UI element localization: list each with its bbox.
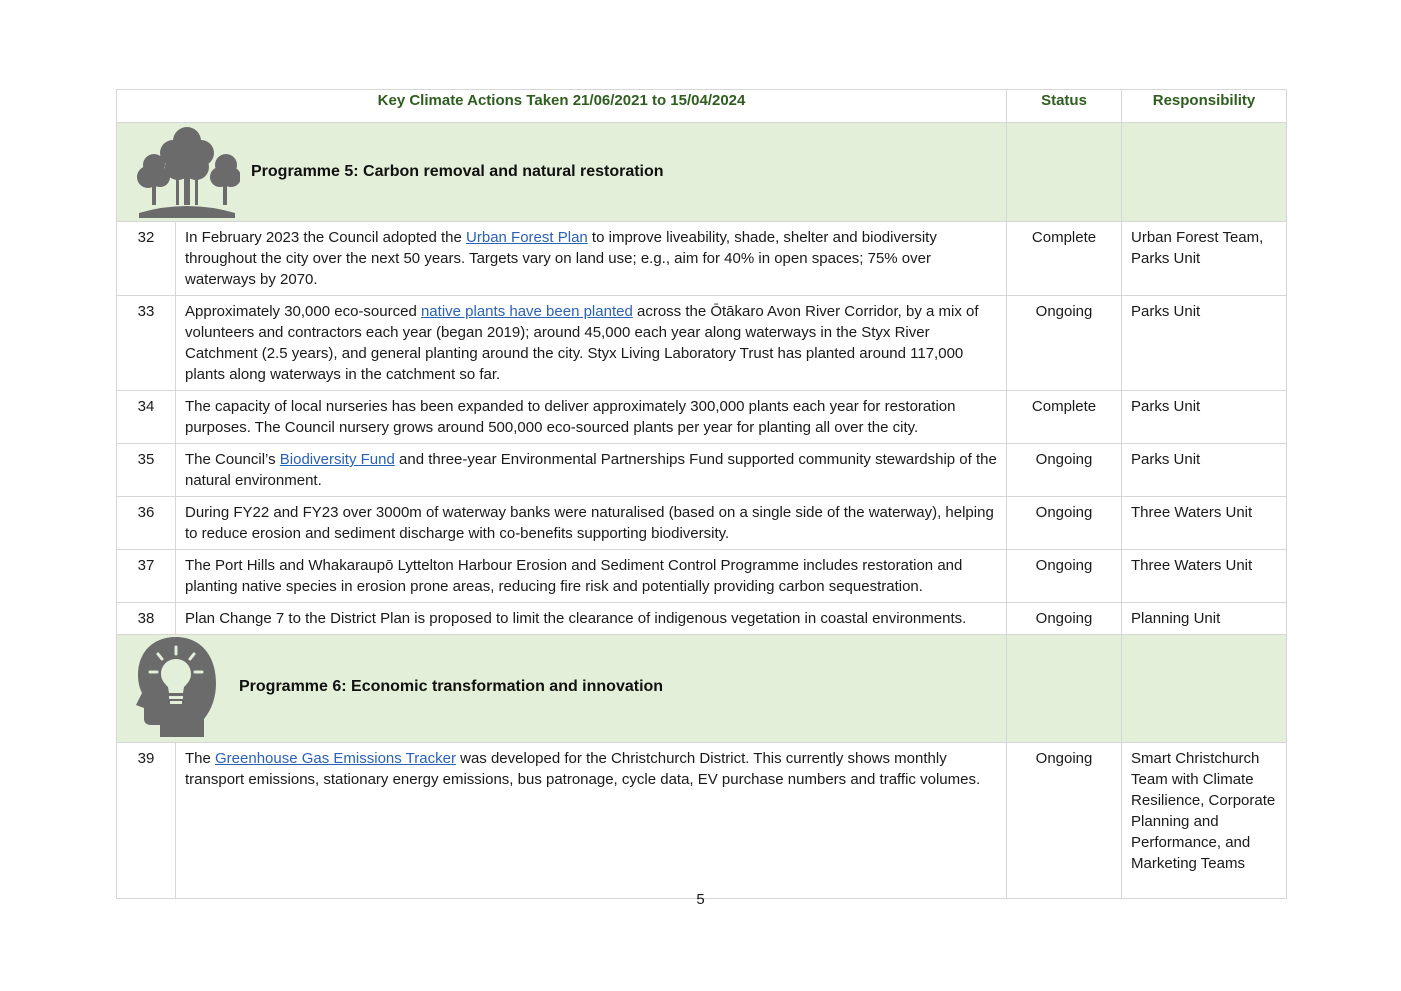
description-text: Approximately 30,000 eco-sourced (185, 303, 421, 320)
row-responsibility: Planning Unit (1122, 603, 1287, 635)
row-number: 33 (117, 296, 176, 391)
header-status: Status (1007, 90, 1122, 123)
row-description (176, 222, 1007, 296)
description-text: The Council’s (185, 451, 280, 468)
programme-6-title: Programme 6: Economic transformation and innovation (239, 677, 664, 695)
native-plants-link[interactable]: native plants have been planted (420, 303, 633, 320)
row-status: Ongoing (1007, 743, 1122, 899)
row-responsibility: Urban Forest Team, Parks Unit (1122, 222, 1287, 296)
row-description: The Port Hills and Whakaraupō Lyttelton Harbour Erosion and Sediment Control Programme includes restoration and planting native species in erosion prone areas, reducing fire risk and potentially providing carbon sequestration. (176, 550, 1007, 603)
greenhouse-gas-tracker-link[interactable]: Greenhouse Gas Emissions Tracker (215, 750, 456, 767)
table-row (117, 550, 1287, 603)
row-responsibility: Parks Unit (1122, 296, 1287, 391)
row-responsibility: Three Waters Unit (1122, 497, 1287, 550)
biodiversity-fund-link[interactable]: Biodiversity Fund (279, 451, 395, 468)
row-status: Ongoing (1007, 603, 1122, 635)
description-text: across the Ōtākaro Avon River Corridor, by a mix of volunteers and contractors each year (began 2019); around 45,000 each year along waterways in the Styx River Catchment (2.5 years), and general planting around the city. Styx Living Laboratory Trust has planted around 117,000 plants along waterways in the catchment so far. (185, 303, 979, 383)
row-number: 37 (117, 550, 176, 603)
header-responsibility: Responsibility (1122, 90, 1287, 123)
row-status: Complete (1007, 222, 1122, 296)
urban-forest-plan-link[interactable]: Urban Forest Plan (466, 229, 588, 246)
row-status: Ongoing (1007, 444, 1122, 497)
table-row (117, 743, 1287, 899)
row-status: Complete (1007, 391, 1122, 444)
row-description (176, 444, 1007, 497)
row-responsibility: Parks Unit (1122, 444, 1287, 497)
row-number: 39 (117, 743, 176, 899)
table-row (117, 391, 1287, 444)
programme-5-title: Programme 5: Carbon removal and natural restoration (251, 162, 664, 180)
row-status: Ongoing (1007, 550, 1122, 603)
lightbulb-head-icon (134, 635, 217, 737)
row-number: 38 (117, 603, 176, 635)
programme-6-row (117, 635, 1287, 743)
row-responsibility: Smart Christchurch Team with Climate Resilience, Corporate Planning and Performance, and Marketing Teams (1122, 743, 1287, 899)
table-row (117, 222, 1287, 296)
programme-5-resp-cell (1122, 123, 1287, 222)
row-status: Ongoing (1007, 296, 1122, 391)
trees-icon (134, 123, 240, 219)
row-description: The capacity of local nurseries has been expanded to deliver approximately 300,000 plants each year for restoration purposes. The Council nursery grows around 500,000 eco-sourced plants per year for planting all over the city. (176, 391, 1007, 444)
programme-6-cell (117, 635, 1007, 743)
description-text: and three-year Environmental Partnerships Fund supported community stewardship of the natural environment. (185, 451, 997, 489)
row-description (176, 743, 1007, 899)
description-text: was developed for the Christchurch District. This currently shows monthly transport emissions, stationary energy emissions, bus patronage, cycle data, EV purchase numbers and traffic volumes. (185, 750, 981, 788)
row-number: 32 (117, 222, 176, 296)
programme-5-status-cell (1007, 123, 1122, 222)
row-number: 36 (117, 497, 176, 550)
header-actions: Key Climate Actions Taken 21/06/2021 to 15/04/2024 (117, 90, 1007, 123)
programme-5-row (117, 123, 1287, 222)
row-responsibility: Three Waters Unit (1122, 550, 1287, 603)
table-header-row (117, 90, 1287, 123)
climate-actions-table (116, 89, 1287, 899)
table-row (117, 603, 1287, 635)
table-row (117, 497, 1287, 550)
row-number: 34 (117, 391, 176, 444)
programme-6-resp-cell (1122, 635, 1287, 743)
row-responsibility: Parks Unit (1122, 391, 1287, 444)
row-status: Ongoing (1007, 497, 1122, 550)
row-description (176, 296, 1007, 391)
programme-5-cell (117, 123, 1007, 222)
table-row (117, 296, 1287, 391)
page-number: 5 (696, 891, 705, 908)
description-text: In February 2023 the Council adopted the (185, 229, 467, 246)
programme-6-status-cell (1007, 635, 1122, 743)
row-number: 35 (117, 444, 176, 497)
row-description: Plan Change 7 to the District Plan is proposed to limit the clearance of indigenous vegetation in coastal environments. (176, 603, 1007, 635)
description-text: to improve liveability, shade, shelter and biodiversity throughout the city over the next 50 years. Targets vary on land use; e.g., aim for 40% in open spaces; 75% over waterways by 2070. (185, 229, 937, 288)
table-row (117, 444, 1287, 497)
row-description: During FY22 and FY23 over 3000m of waterway banks were naturalised (based on a single side of the waterway), helping to reduce erosion and sediment discharge with co-benefits supporting biodiversity. (176, 497, 1007, 550)
description-text: The (185, 750, 216, 767)
